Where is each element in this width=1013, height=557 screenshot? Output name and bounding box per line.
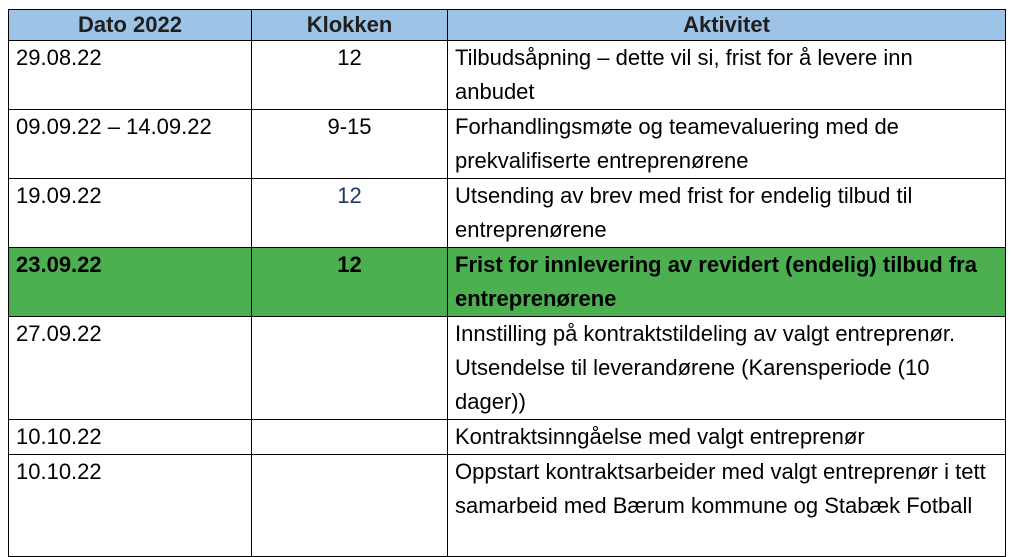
time-cell [252,317,448,420]
table-row [9,41,1006,110]
table-row [9,179,1006,248]
date-cell: 29.08.22 [9,41,252,110]
activity-cell: Tilbudsåpning – dette vil si, frist for å levere inn anbudet [448,41,1006,110]
header-activity: Aktivitet [448,10,1006,41]
date-cell: 23.09.22 [9,248,252,317]
date-cell: 27.09.22 [9,317,252,420]
time-cell [252,455,448,557]
time-cell: 12 [252,41,448,110]
table-row [9,110,1006,179]
schedule-table [8,9,1006,557]
activity-cell: Kontraktsinngåelse med valgt entreprenør [448,420,1006,455]
time-cell: 12 [252,179,448,248]
time-cell: 12 [252,248,448,317]
time-cell: 9-15 [252,110,448,179]
header-date: Dato 2022 [9,10,252,41]
activity-cell: Forhandlingsmøte og teamevaluering med de prekvalifiserte entreprenørene [448,110,1006,179]
date-cell: 19.09.22 [9,179,252,248]
table-row [9,455,1006,557]
header-row [9,10,1006,41]
table-row [9,420,1006,455]
activity-cell: Oppstart kontraktsarbeider med valgt entreprenør i tett samarbeid med Bærum kommune og Stabæk Fotball [448,455,1006,557]
date-cell: 10.10.22 [9,420,252,455]
table-row-highlighted [9,248,1006,317]
activity-cell: Frist for innlevering av revidert (endelig) tilbud fra entreprenørene [448,248,1006,317]
time-cell [252,420,448,455]
date-cell: 09.09.22 – 14.09.22 [9,110,252,179]
activity-cell: Utsending av brev med frist for endelig tilbud til entreprenørene [448,179,1006,248]
header-time: Klokken [252,10,448,41]
date-cell: 10.10.22 [9,455,252,557]
activity-cell: Innstilling på kontraktstildeling av valgt entreprenør. Utsendelse til leverandørene (Karensperiode (10 dager)) [448,317,1006,420]
table-row [9,317,1006,420]
